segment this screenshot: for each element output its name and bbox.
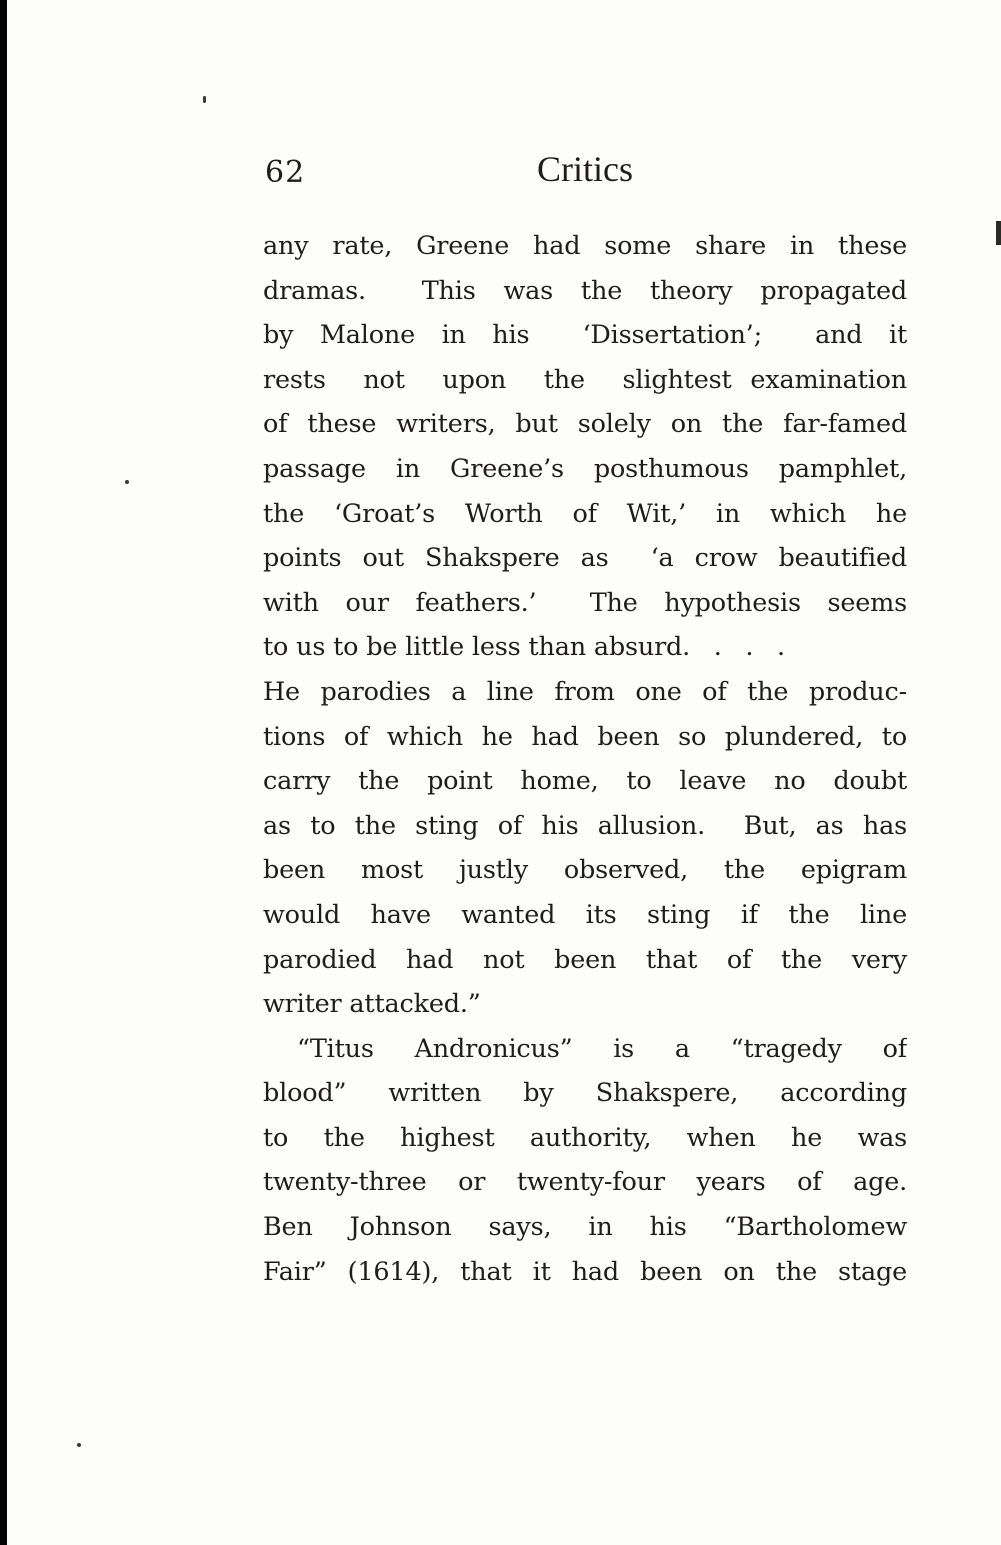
text-line: to the highest authority, when he was bbox=[263, 1122, 907, 1153]
text-line: Ben Johnson says, in his “Bartholomew bbox=[263, 1212, 907, 1243]
page-body bbox=[263, 224, 907, 1294]
text-line: He parodies a line from one of the produc- bbox=[263, 676, 907, 707]
text-line: passage in Greene’s posthumous pamphlet, bbox=[263, 453, 907, 484]
text-line: twenty-three or twenty-four years of age. bbox=[263, 1167, 907, 1198]
text-line: carry the point home, to leave no doubt bbox=[263, 766, 907, 797]
text-line: with our feathers.’ The hypothesis seems bbox=[263, 587, 907, 618]
scan-speck bbox=[77, 1443, 81, 1447]
text-line: blood” written by Shakspere, according bbox=[263, 1078, 907, 1109]
text-line: tions of which he had been so plundered, to bbox=[263, 721, 907, 752]
text-line: Fair” (1614), that it had been on the stage bbox=[263, 1256, 907, 1287]
text-line: the ‘Groat’s Worth of Wit,’ in which he bbox=[263, 498, 907, 529]
page-header bbox=[263, 148, 907, 194]
scan-edge-artifact bbox=[996, 221, 1001, 245]
text-line: been most justly observed, the epigram bbox=[263, 855, 907, 886]
scan-speck bbox=[125, 480, 129, 484]
text-line: points out Shakspere as ‘a crow beautified bbox=[263, 543, 907, 574]
running-title: Critics bbox=[537, 149, 633, 189]
text-line: to us to be little less than absurd. . . . bbox=[263, 632, 785, 663]
page-number: 62 bbox=[265, 155, 306, 190]
scan-gutter-artifact bbox=[0, 0, 7, 1545]
text-line: as to the sting of his allusion. But, as has bbox=[263, 810, 907, 841]
text-line: would have wanted its sting if the line bbox=[263, 899, 907, 930]
scan-speck bbox=[203, 96, 206, 103]
text-line: by Malone in his ‘Dissertation’; and it bbox=[263, 320, 907, 351]
text-line: parodied had not been that of the very bbox=[263, 944, 907, 975]
text-line: of these writers, but solely on the far-famed bbox=[263, 409, 907, 440]
text-line: rests not upon the slightest examination bbox=[263, 364, 907, 395]
text-line: writer attacked.” bbox=[263, 989, 481, 1020]
text-line: “Titus Andronicus” is a “tragedy of bbox=[297, 1033, 907, 1064]
text-line: any rate, Greene had some share in these bbox=[263, 231, 907, 261]
text-line: dramas. This was the theory propagated bbox=[263, 275, 907, 306]
